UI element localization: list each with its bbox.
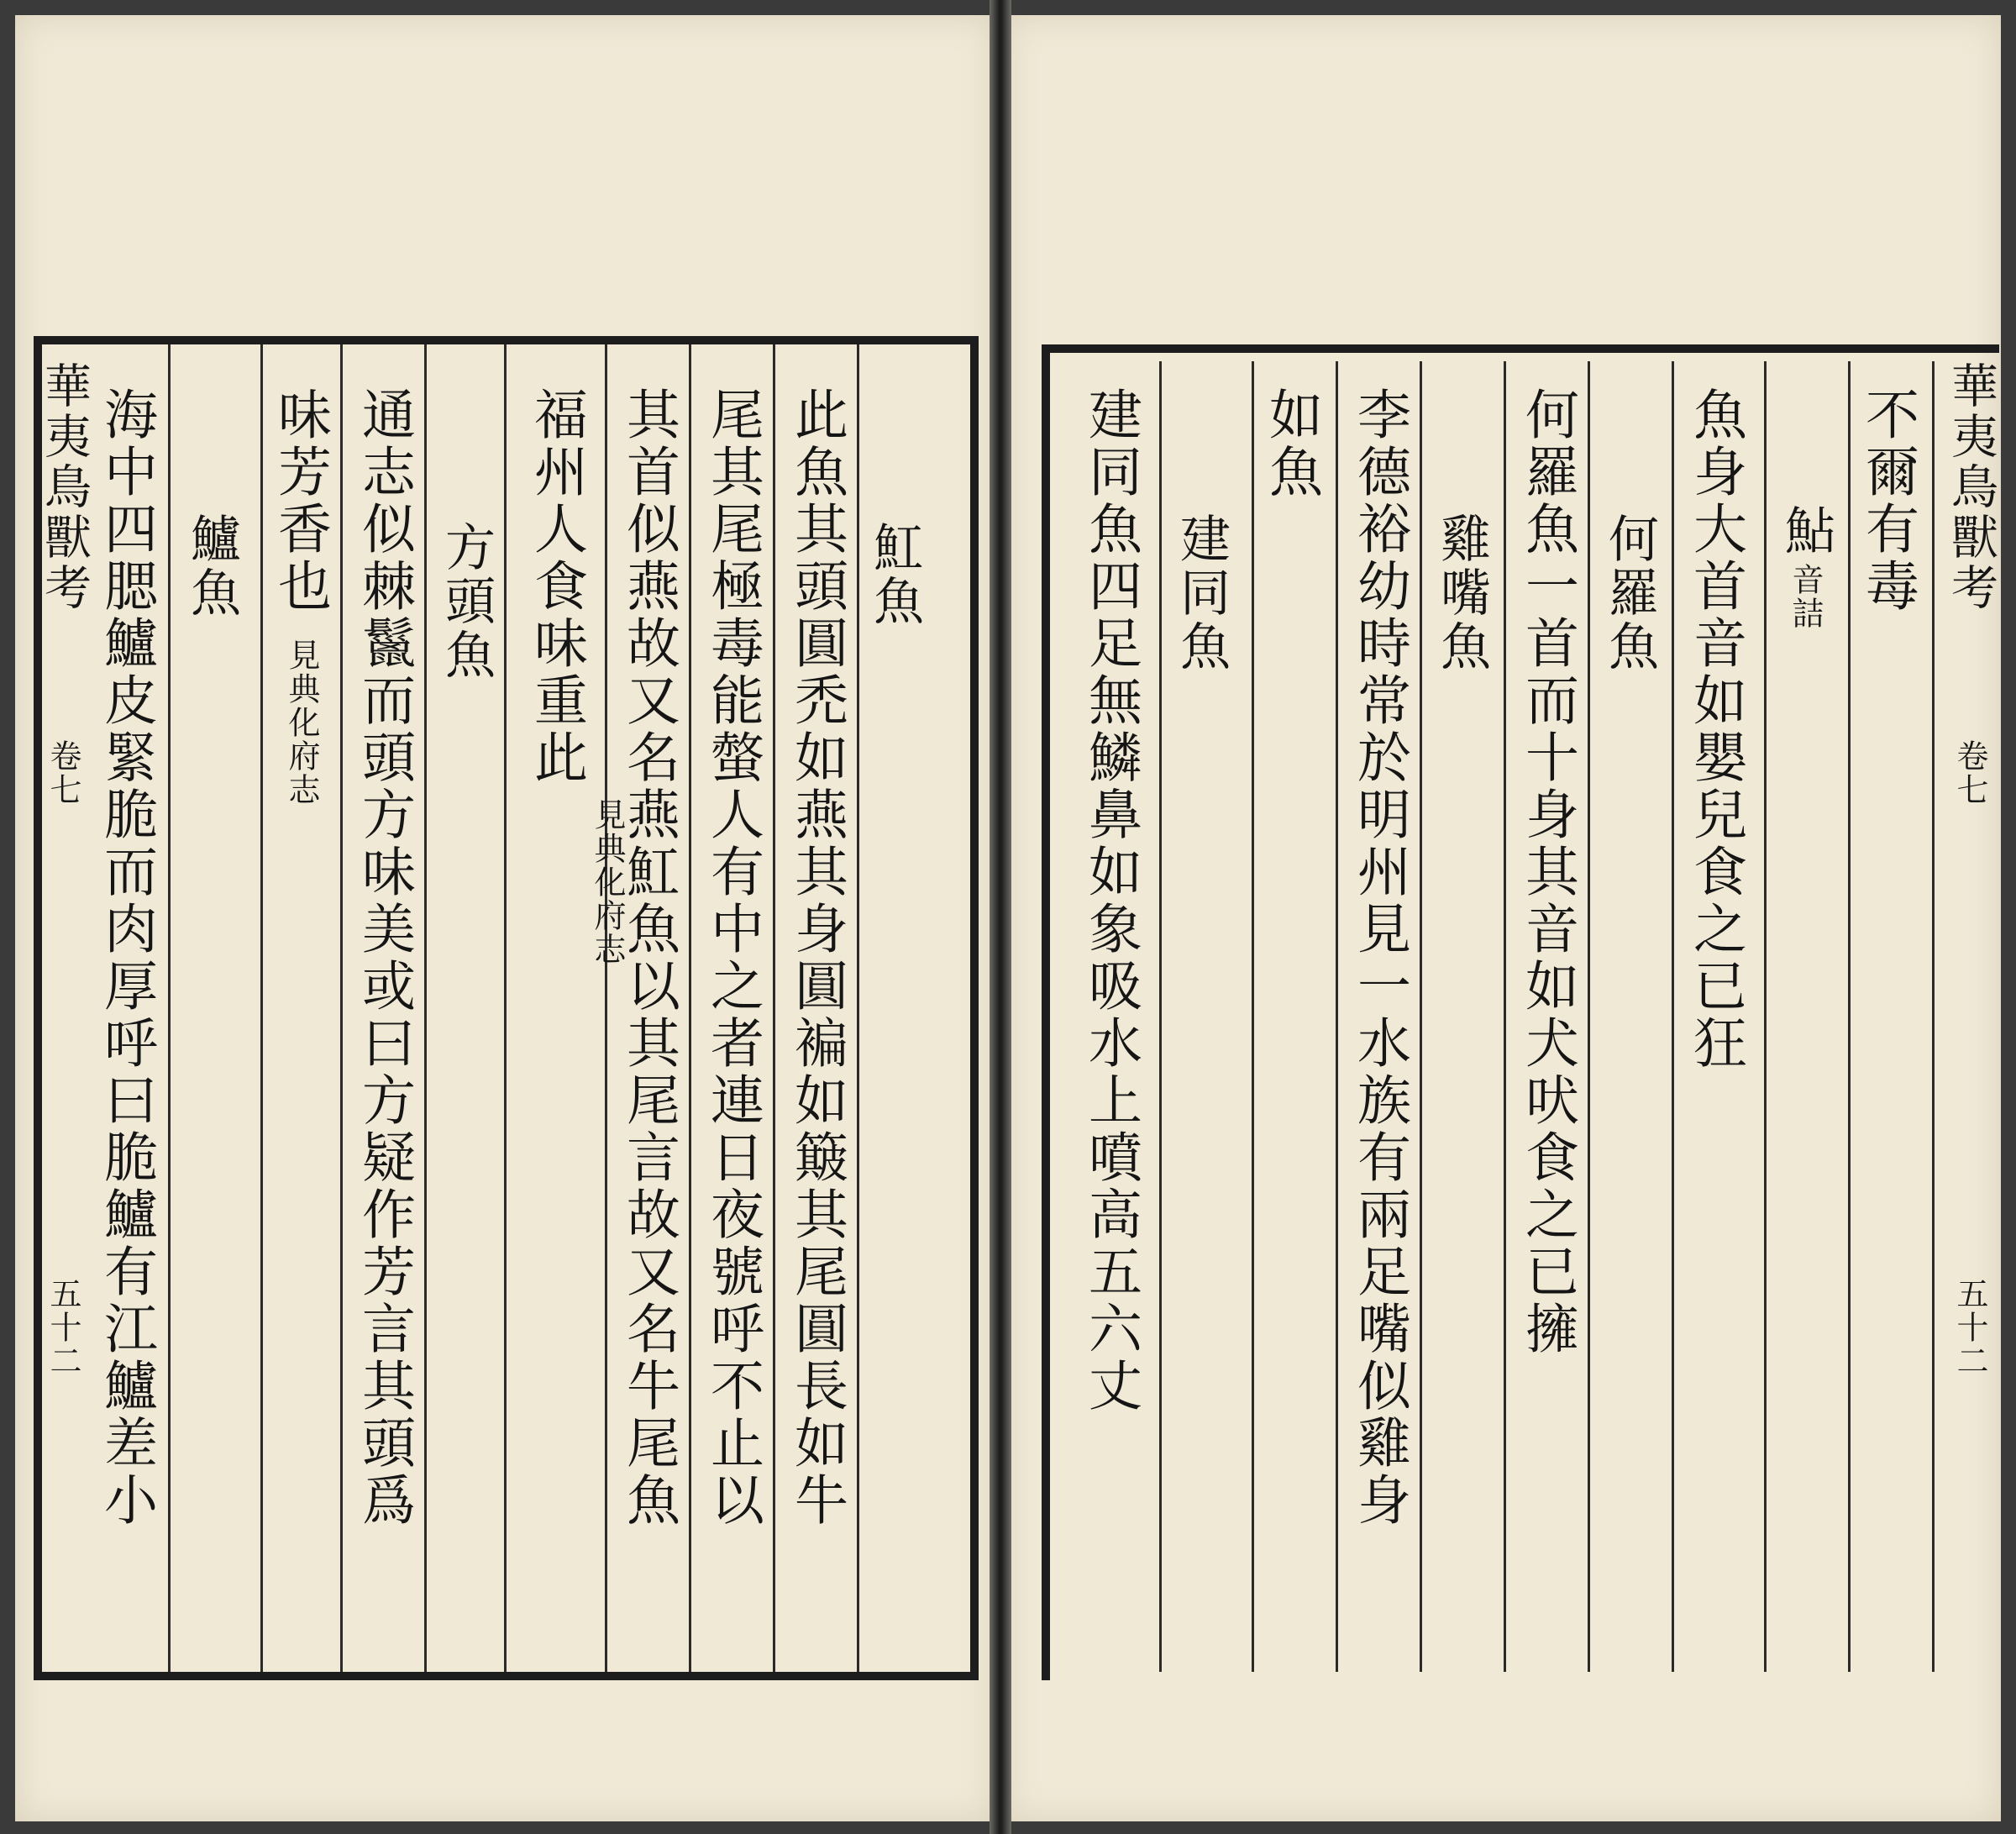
entry-heading: 鱸魚 (182, 512, 241, 620)
column-rule (689, 344, 691, 1672)
column-rule (773, 344, 775, 1672)
text-column: 李德裕幼時常於明州見一水族有兩足嘴似雞身 (1348, 386, 1410, 1529)
column-rule (857, 344, 859, 1672)
text-column: 如魚 (1260, 386, 1322, 501)
margin-volume: 卷七 (1951, 739, 1988, 807)
text-column: 此魚其頭圓禿如燕其身圓褊如簸其尾圓長如牛 (785, 386, 848, 1529)
text-column: 海中四腮鱸皮緊脆而肉厚呼曰脆鱸有江鱸差小 (95, 386, 157, 1529)
text-column: 不爾有毒 (1856, 386, 1919, 615)
column-rule (1848, 361, 1851, 1672)
column-rule (424, 344, 427, 1672)
column-rule (1504, 361, 1506, 1672)
margin-title: 華夷鳥獸考 (1944, 361, 1998, 613)
column-rule (340, 344, 343, 1672)
text-column: 魚身大首音如嬰兒食之已狂 (1684, 386, 1746, 1072)
text-column: 其首似燕故又名燕魟魚以其尾言故又名牛尾魚 (617, 386, 680, 1529)
column-rule (1764, 361, 1767, 1672)
text-column: 尾其尾極毒能螫人有中之者連日夜號呼不止以 (701, 386, 764, 1529)
column-rule (1672, 361, 1674, 1672)
annotation: 見典化府志 (589, 798, 626, 966)
entry-heading: 魟魚 (865, 521, 924, 628)
entry-heading: 何羅魚 (1600, 512, 1659, 674)
column-rule (504, 344, 507, 1672)
margin-leaf: 五十二 (45, 1277, 81, 1378)
text-column: 味芳香也 (269, 386, 331, 615)
annotation: 見典化府志 (283, 638, 320, 807)
text-column: 建同魚四足無鱗鼻如象吸水上噴高五六丈 (1079, 386, 1142, 1415)
column-rule (1932, 361, 1935, 1672)
text-column: 通志似棘鬣而頭方味美或曰方疑作芳言其頭爲 (353, 386, 415, 1529)
book-gutter (990, 0, 1011, 1834)
entry-heading: 建同魚 (1172, 512, 1231, 674)
column-rule (168, 344, 171, 1672)
entry-heading: 鮎 (1777, 504, 1835, 558)
margin-leaf: 五十二 (1951, 1277, 1988, 1378)
column-rule (260, 344, 263, 1672)
entry-heading: 方頭魚 (437, 521, 496, 682)
annotation: 音詰 (1787, 563, 1824, 630)
column-rule (1159, 361, 1162, 1672)
margin-volume: 卷七 (45, 739, 81, 807)
margin-title: 華夷鳥獸考 (37, 361, 92, 613)
entry-heading: 雞嘴魚 (1432, 512, 1491, 674)
column-rule (1420, 361, 1422, 1672)
column-rule (1336, 361, 1338, 1672)
text-column: 何羅魚一首而十身其音如犬吠食之已擁 (1516, 386, 1578, 1358)
column-rule (1588, 361, 1590, 1672)
column-rule (1252, 361, 1254, 1672)
text-column: 福州人食味重此 (525, 386, 587, 786)
